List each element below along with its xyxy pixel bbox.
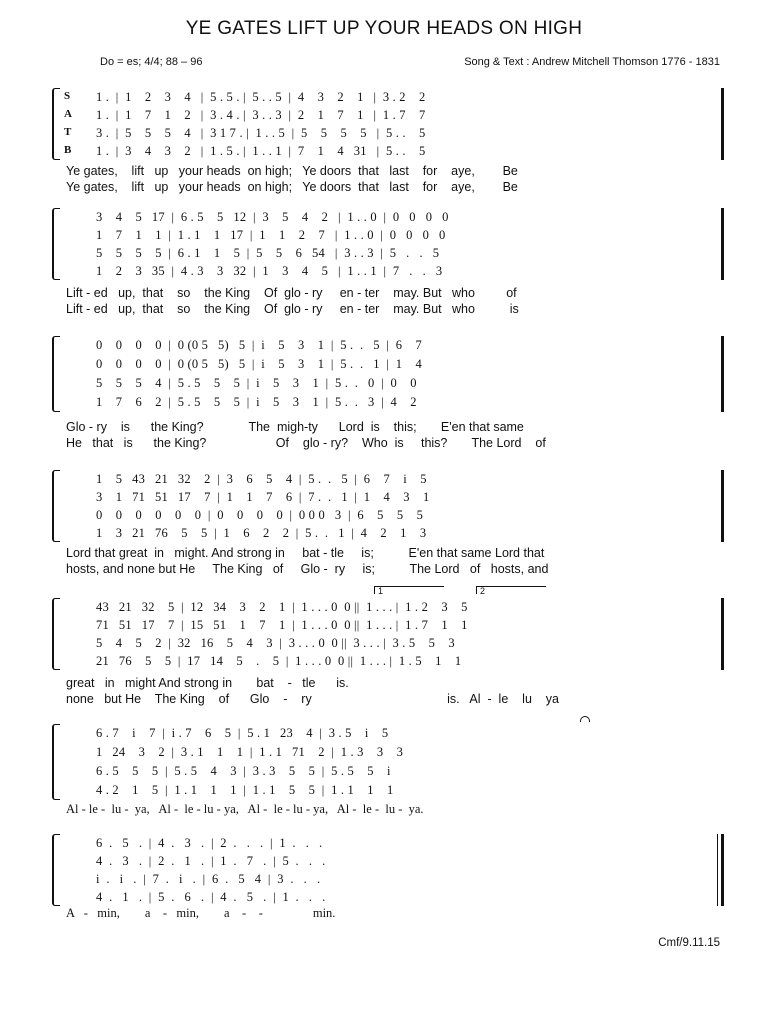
lyric-verse-2: none but He The King of Glo - ry is. Al - le lu ya (66, 692, 559, 706)
lyric-verse-2: hosts, and none but He The King of Glo - ry is; The Lord of hosts, and (66, 562, 549, 576)
bass-notes: 1 . | 3 4 3 2 | 1 . 5 . | 1 . . 1 | 7 1 4 31 | 5 . . 5 (96, 144, 426, 158)
staff-block (52, 834, 724, 906)
tenor-notes: 3 . | 5 5 5 4 | 3 1 7 . | 1 . . 5 | 5 5 5 5 | 5 . . 5 (96, 126, 426, 140)
first-ending-number: 1 (378, 586, 384, 596)
tenor-notes: 0 0 0 0 0 0 | 0 0 0 0 | 0 0 0 3 | 6 5 5 5 (96, 508, 424, 522)
second-ending-number: 2 (480, 586, 486, 596)
alto-notes: 1 24 3 2 | 3 . 1 1 1 | 1 . 1 71 2 | 1 . 3 3 3 (96, 745, 404, 759)
bass-notes: 4 . 2 1 5 | 1 . 1 1 1 | 1 . 1 5 5 | 1 . 1 1 1 (96, 783, 394, 797)
staff-block (52, 208, 724, 280)
tenor-notes: 5 5 5 4 | 5 . 5 5 5 | i 5 3 1 | 5 . . 0 | 0 0 (96, 376, 417, 390)
final-double-barline (721, 834, 724, 906)
bass-notes: 1 2 3 35 | 4 . 3 3 32 | 1 3 4 5 | 1 . . 1 | 7 . . 3 (96, 264, 443, 278)
bass-notes: 1 7 6 2 | 5 . 5 5 5 | i 5 3 1 | 5 . . 3 | 4 2 (96, 395, 417, 409)
system-end-barline (721, 598, 724, 670)
footer-code: Cmf/9.11.15 (658, 937, 720, 949)
music-system-3 (52, 336, 724, 450)
soprano-notes: 43 21 32 5 | 12 34 3 2 1 | 1 . . . 0 0 || 1 . . . | 1 . 2 3 5 (96, 600, 468, 614)
lyric-verse-1: A - min, a - min, a - - min. (66, 906, 336, 920)
bass-notes: 4 . 1 . | 5 . 6 . | 4 . 5 . | 1 . . . (96, 890, 326, 904)
soprano-notes: 1 5 43 21 32 2 | 3 6 5 4 | 5 . . 5 | 6 7 i 5 (96, 472, 427, 486)
second-ending-bracket-tick (476, 586, 477, 594)
tenor-notes: 5 5 5 5 | 6 . 1 1 5 | 5 5 6 54 | 3 . . 3 | 5 . . 5 (96, 246, 440, 260)
staff-block (52, 724, 724, 800)
soprano-notes: 1 . | 1 2 3 4 | 5 . 5 . | 5 . . 5 | 4 3 2 1 | 3 . 2 2 (96, 90, 426, 104)
alto-notes: 3 1 71 51 17 7 | 1 1 7 6 | 7 . . 1 | 1 4 3 1 (96, 490, 430, 504)
bass-notes: 1 3 21 76 5 5 | 1 6 2 2 | 5 . . 1 | 4 2 1 3 (96, 526, 427, 540)
alto-notes: 0 0 0 0 | 0 (0 5 5) 5 | i 5 3 1 | 5 . . 1 | 1 4 (96, 357, 422, 371)
tenor-notes: i . i . | 7 . i . | 6 . 5 4 | 3 . . . (96, 872, 321, 886)
first-ending-bracket (374, 586, 444, 587)
alto-notes: 4 . 3 . | 2 . 1 . | 1 . 7 . | 5 . . . (96, 854, 326, 868)
music-system-7 (52, 834, 724, 920)
music-system-2 (52, 208, 724, 316)
system-end-barline (721, 208, 724, 280)
key-signature-info: Do = es; 4/4; 88 – 96 (100, 56, 203, 68)
voice-label-alto: A (64, 108, 72, 120)
lyric-verse-2: Lift - ed up, that so the King Of glo - ry en - ter may. But who is (66, 302, 519, 316)
first-ending-bracket-tick (374, 586, 375, 594)
lyric-verse-1: great in might And strong in bat - tle is. (66, 676, 349, 690)
music-system-5 (52, 586, 724, 706)
music-system-4 (52, 470, 724, 576)
lyric-verse-2: Ye gates, lift up your heads on high; Ye doors that last for aye, Be (66, 180, 518, 194)
lyric-verse-1: Lift - ed up, that so the King Of glo - ry en - ter may. But who of (66, 286, 517, 300)
voice-label-bass: B (64, 144, 72, 156)
song-credits: Song & Text : Andrew Mitchell Thomson 1776 - 1831 (464, 56, 720, 68)
staff-block (52, 336, 724, 412)
tenor-notes: 6 . 5 5 5 | 5 . 5 4 3 | 3 . 3 5 5 | 5 . 5 5 i (96, 764, 391, 778)
soprano-notes: 3 4 5 17 | 6 . 5 5 12 | 3 5 4 2 | 1 . . 0 | 0 0 0 0 (96, 210, 449, 224)
tenor-notes: 5 4 5 2 | 32 16 5 4 3 | 3 . . . 0 0 || 3 . . . | 3 . 5 5 3 (96, 636, 455, 650)
staff-block (52, 598, 724, 670)
system-end-barline (721, 470, 724, 542)
system-end-barline (721, 88, 724, 160)
staff-block (52, 470, 724, 542)
page-title: YE GATES LIFT UP YOUR HEADS ON HIGH (185, 18, 583, 39)
soprano-notes: 6 . 7 i 7 | i . 7 6 5 | 5 . 1 23 4 | 3 . 5 i 5 (96, 726, 389, 740)
soprano-notes: 6 . 5 . | 4 . 3 . | 2 . . . | 1 . . . (96, 836, 323, 850)
staff-block (52, 88, 724, 160)
system-end-barline (721, 336, 724, 412)
second-ending-bracket (476, 586, 546, 587)
soprano-notes: 0 0 0 0 | 0 (0 5 5) 5 | i 5 3 1 | 5 . . 5 | 6 7 (96, 338, 422, 352)
lyric-verse-1: Al - le - lu - ya, Al - le - lu - ya, Al - le - lu - ya, Al - le - lu - ya. (66, 802, 424, 816)
alto-notes: 1 7 1 1 | 1 . 1 1 17 | 1 1 2 7 | 1 . . 0 | 0 0 0 0 (96, 228, 446, 242)
voice-label-tenor: T (64, 126, 72, 138)
lyric-verse-1: Lord that great in might. And strong in bat - tle is; E'en that same Lord that (66, 546, 545, 560)
final-double-barline-thin (717, 834, 718, 906)
alto-notes: 1 . | 1 7 1 2 | 3 . 4 . | 3 . . 3 | 2 1 7 1 | 1 . 7 7 (96, 108, 426, 122)
music-system-1 (52, 88, 724, 194)
voice-label-soprano: S (64, 90, 71, 102)
lyric-verse-1: Ye gates, lift up your heads on high; Ye doors that last for aye, Be (66, 164, 518, 178)
lyric-verse-1: Glo - ry is the King? The migh-ty Lord is this; E'en that same (66, 420, 524, 434)
alto-notes: 71 51 17 7 | 15 51 1 7 1 | 1 . . . 0 0 || 1 . . . | 1 . 7 1 1 (96, 618, 468, 632)
music-system-6 (52, 724, 724, 816)
bass-notes: 21 76 5 5 | 17 14 5 . 5 | 1 . . . 0 0 || 1 . . . | 1 . 5 1 1 (96, 654, 462, 668)
lyric-verse-2: He that is the King? Of glo - ry? Who is this? The Lord of (66, 436, 546, 450)
fermata-icon (580, 716, 590, 722)
